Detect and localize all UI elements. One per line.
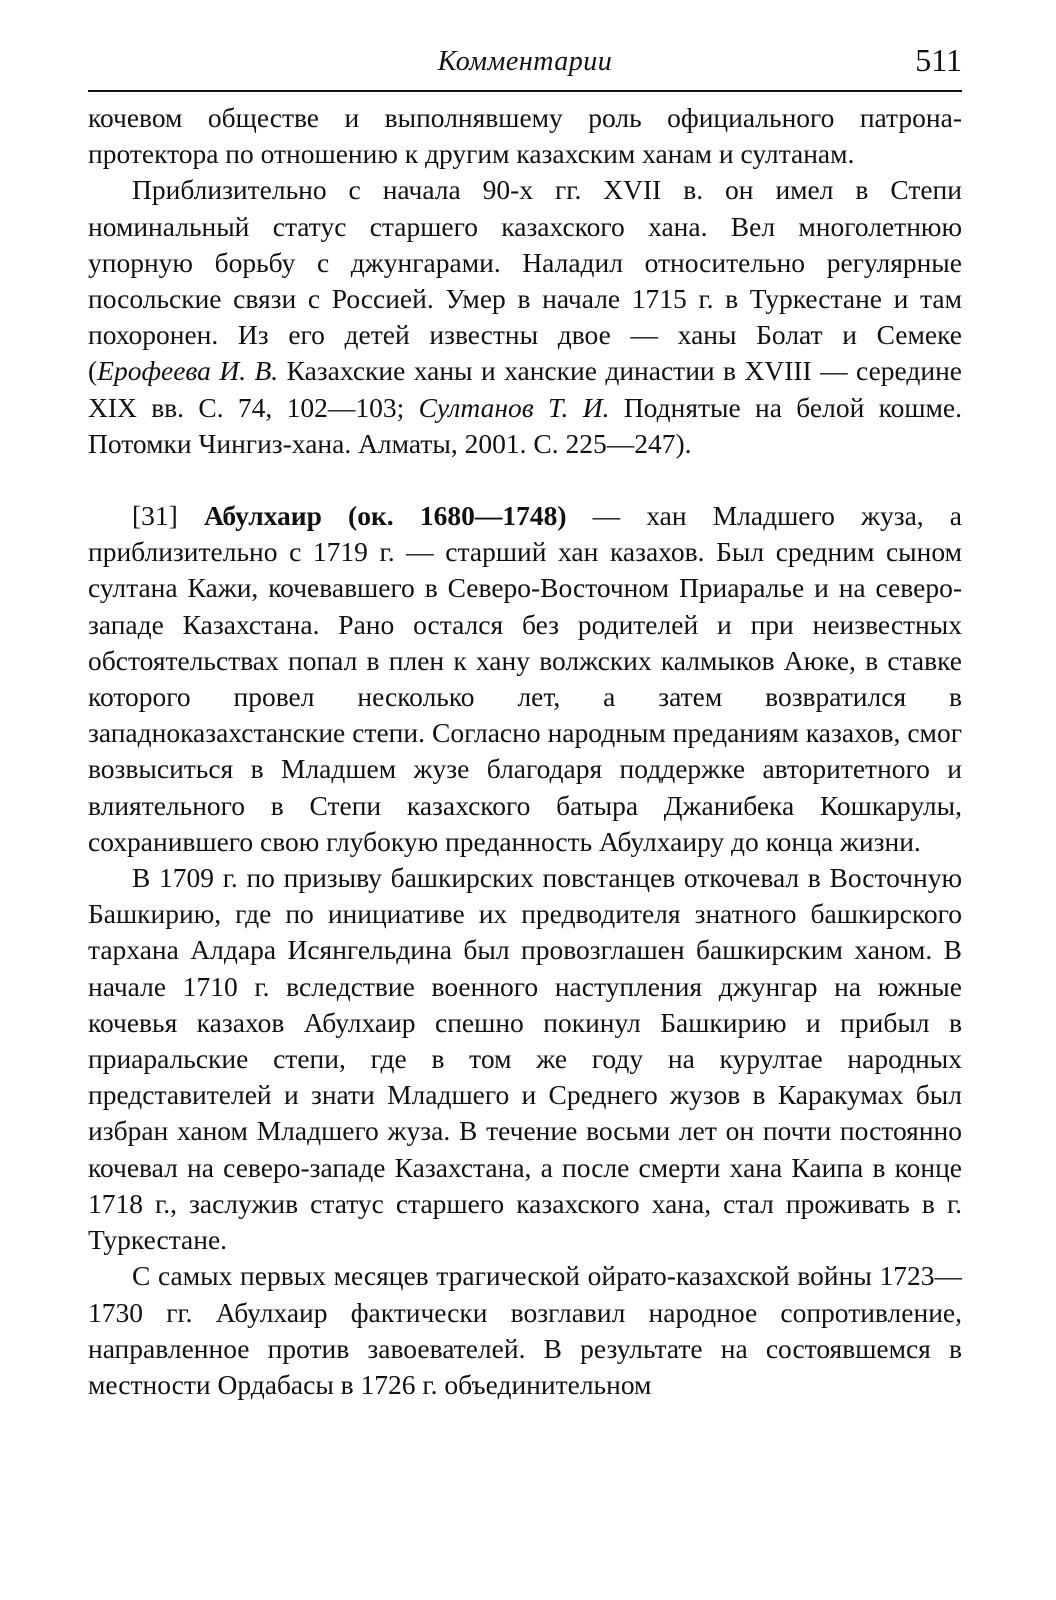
running-title: Комментарии — [437, 46, 613, 77]
citation-author: Султанов Т. И. — [418, 391, 610, 423]
citation-author: Ерофеева И. В. — [97, 355, 279, 387]
paragraph-text: С самых первых месяцев трагической ойрато-казахской войны 1723—1730 гг. Абулхаир фактически возглавил народное сопротивление, направленное против завоевателей. В результате на состоявшемся в местности Ордабасы в 1726 г. объединительном — [88, 1260, 962, 1400]
page-body — [88, 100, 962, 1403]
paragraph-continuation — [88, 100, 962, 172]
paragraph — [88, 860, 962, 1258]
paragraph-text: кочевом обществе и выполнявшему роль официального патрона-протектора по отношению к другим казахским ханам и султанам. — [88, 102, 962, 170]
page-number: 511 — [915, 42, 962, 78]
paragraph-text: В 1709 г. по призыву башкирских повстанцев откочевал в Восточную Башкирию, где по инициативе их предводителя знатного башкирского тархана Алдара Исянгельдина был провозглашен башкирским ханом. В начале 1710 г. вследствие военного наступления джунгар на южные кочевья казахов Абулхаир спешно покинул Башкирию и прибыл в приаральские степи, где в том же году на курултае народных представителей и знати Младшего и Среднего жузов в Каракумах был избран ханом Младшего жуза. В течение восьми лет он почти постоянно кочевал на северо-западе Казахстана, а после смерти хана Каипа в конце 1718 г., заслужив статус старшего казахского хана, стал проживать в г. Туркестане. — [88, 862, 962, 1256]
entry-headword: Абулхаир (ок. 1680—1748) — [203, 500, 567, 532]
paragraph — [88, 1258, 962, 1403]
book-page — [88, 40, 962, 1560]
page-header — [88, 40, 962, 92]
commentary-entry-31 — [88, 498, 962, 860]
paragraph-biography-note — [88, 172, 962, 462]
paragraph-text: Поднятые на белой кошме. Потомки Чингиз-хана. Алматы, 2001. С. 225—247). — [88, 391, 962, 459]
paragraph-text: Приблизительно с начала 90-х гг. XVII в. он имел в Степи номинальный статус старшего казахского хана. Вел многолетнюю упорную борьбу с джунгарами. Наладил относительно регулярные посольские связи с Россией. Умер в начале 1715 г. в Туркестане и там похоронен. Из его детей известны двое — ханы Болат и Семеке ( — [88, 174, 962, 387]
paragraph-text: — хан Младшего жуза, а приблизительно с 1719 г. — старший хан казахов. Был средним сыном султана Кажи, кочевавшего в Северо-Восточном Приаралье и на северо-западе Казахстана. Рано остался без родителей и при неизвестных обстоятельствах попал в плен к хану волжских калмыков Аюке, в ставке которого провел несколько лет, а затем возвратился в западноказахстанские степи. Согласно народным преданиям казахов, смог возвыситься в Младшем жузе благодаря поддержке авторитетного и влиятельного в Степи казахского батыра Джанибека Кошкарулы, сохранившего свою глубокую преданность Абулхаиру до конца жизни. — [88, 500, 962, 857]
paragraph-text: Казахские ханы и ханские династии в XVIII — середине XIX вв. С. 74, 102—103; — [88, 355, 963, 423]
entry-number: [31] — [132, 500, 204, 532]
